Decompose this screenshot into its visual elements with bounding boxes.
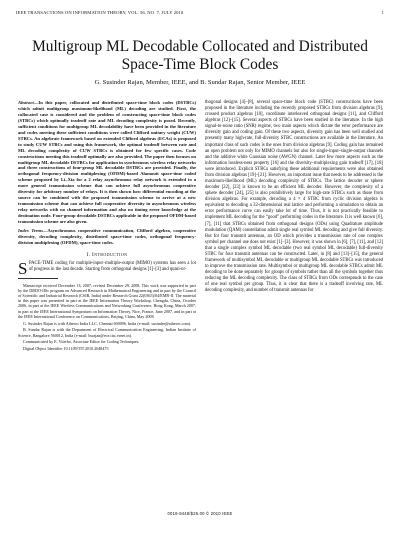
index-terms-text: Asynchronous cooperative communication, Clifford algebra, cooperative diversity, decoding complexity, distributed space-time codes, orthogonal frequency-division multiplexing (OFDM), space-time codes.: [18, 228, 196, 245]
footnote-author-2: B. Sundar Rajan is with the Department of Electrical Communication Engineering, Indian Institute of Science, Bangalore 560012, India (e-mail: bsrajan@ece.iisc.ernet.in).: [18, 327, 196, 338]
page-number: 1: [381, 10, 384, 15]
section-number: I.: [86, 251, 91, 258]
left-column: [18, 100, 196, 353]
intro-head-word: PACE-TIME: [28, 260, 54, 266]
paper-title: Multigroup ML Decodable Collocated and Distributed Space-Time Block Codes: [32, 38, 368, 73]
footnote-editor: Communicated by E. Viterbo, Associate Editor for Coding Techniques.: [23, 339, 140, 345]
index-terms-lead: Index Terms—: [18, 228, 48, 234]
running-head: [16, 10, 384, 18]
abstract: [18, 100, 196, 225]
abstract-text: In this paper, collocated and distributed space-time block codes (DSTBCs) which admit multigroup maximum-likelihood (ML) decoding are studied. First, the collocated case is considered and the problem of constructing space-time block codes (STBCs) which optimally tradeoff rate and ML decoding complexity is posed. Recently, sufficient conditions for multigroup ML decodability have been provided in the literature and codes meeting these sufficient conditions were called Clifford unitary weight (CUW) STBCs. An algebraic framework based on extended Clifford algebras (ECAs) is proposed to study CUW STBCs and using this framework, the optimal tradeoff between rate and ML decoding complexity of CUW STBCs is obtained for few specific cases. Code constructions meeting this tradeoff optimally are also provided. The paper then focuses on multigroup ML decodable DSTBCs for application in synchronous wireless relay networks and three constructions of four-group ML decodable DSTBCs are provided. Finally, the orthogonal frequency-division multiplexing (OFDM)-based Alamouti space-time coded scheme proposed by Li–Xia for a 2 relay asynchronous relay network is extended to a more general transmission scheme that can achieve full asynchronous cooperative diversity for arbitrary number of relays. It is then shown how differential encoding at the source can be combined with the proposed transmission scheme to arrive at a new transmission scheme that can achieve full cooperative diversity in asynchronous wireless relay networks with no channel information and also no timing error knowledge at the destination node. Four-group decodable DSTBCs applicable in the proposed OFDM-based transmission scheme are also given.: [18, 100, 196, 225]
intro-text: coding for multiple-input–multiple-output (MIMO) systems has seen a lot of progress in the last decade. Starting from orthogonal designs [1]–[3] and quasi-or-: [28, 260, 196, 273]
drop-cap: S: [18, 258, 28, 278]
paper-authors: G. Susinder Rajan, Member, IEEE, and B. Sundar Rajan, Senior Member, IEEE: [94, 79, 306, 86]
body-paragraph: thogonal designs [4]–[8], several space-time block code (STBC) constructions have been proposed in the literature including the recently proposed STBCs from division algebras [9], crossed product algebras [10], coordinate interleaved orthogonal designs [11], and Clifford algebras [12]–[15]. Several aspects of STBCs have been studied in the literature. In the high signal-to-noise ratio (SNR) regime, two main aspects which dictate the error performance are diversity gain and coding gain. Of these two aspects, diversity gain has been well studied and presently many high-rate, full-diversity STBC constructions are available in the literature. An important class of such codes is the ones from division algebras [9]. Coding gain has remained an open problem not only for MIMO channels but also for single-input–single-output channels and the additive white Gaussian noise (AWGN) channel. Later few more aspects such as the information lossless-ness property [16] and the diversity–multiplexing gain tradeoff [17], [18] were introduced. Explicit STBCs satisfying these additional requirements were also obtained from division algebras [19]–[21]. However, an important issue that needs to be addressed is the maximum-likelihood (ML) decoding complexity of STBCs. The lattice decoder or sphere decoder [22], [23] is known to be an efficient ML decoder. However, the complexity of a sphere decoder [24], [25] is also prohibitively large for high-rate STBCs such as those from division algebras. For example, decoding a 4 × 4 STBC from cyclic division algebra is equivalent to decoding a 32-dimensional real lattice and performing a simulation to obtain an error performance curve can easily take lot of time. Thus, it is not practically feasible to implement ML decoding for the “good” performing codes in the literature. It is well known [6], [7], [11] that STBCs obtained from orthogonal designs (ODs) using Quadrature amplitude modulation (QAM) constellation admit single real symbol ML decoding and give full diversity. But for four transmit antennas, an OD which provides a transmission rate of one complex symbol per channel use does not exist [1]–[3]. However, it was shown in [6], [7], [11], and [12] that a single complex symbol ML decodable (two real symbol ML decodable) full-diversity STBC for four transmit antennas can be constructed. Later, in [8] and [13]–[15], the general framework of multisymbol ML decodable or multigroup ML decodable STBCs was introduced to improve the transmission rate. Multisymbol or multigroup ML decodable STBCs admit ML decoding to be done separately for groups of symbols rather than all the symbols together thus reducing the ML decoding complexity. The class of STBCs from ODs corresponds to the case of one real symbol per group. Thus, it is clear that there is a tradeoff involving rate, ML decoding complexity, and number of transmit antennas for: [205, 100, 383, 294]
intro-paragraph: [18, 258, 196, 278]
footnote-author-1: G. Susinder Rajan is with Atheros India LLC, Chennai 600096, India (e-mail: susinder@atheros.com).: [23, 320, 192, 326]
right-column: [205, 100, 383, 295]
section-title: Introduction: [92, 251, 128, 258]
section-heading: [18, 252, 196, 258]
index-terms: [18, 228, 196, 246]
abstract-lead: Abstract—: [18, 100, 39, 105]
journal-header: IEEE TRANSACTIONS ON INFORMATION THEORY, VOL. 56, NO. 7, JULY 2010: [16, 10, 184, 15]
footnote-doi: Digital Object Identifier 10.1109/TIT.2010.2048475: [23, 346, 109, 352]
footnote-manuscript: Manuscript received December 13, 2007; revised December 29, 2008. This work was supported in part by the DRDO-IISc program on Advanced Research in Mathematical Engineering and in part by the Council of Scientific and Industrial Research (CSIR, India) under Research Grant 22(0365)/04/EMR-II. The material in this paper was presented in part at the IEEE Information Theory Workshop, Chengdu, China, October 2006, in part at the IEEE Wireless Communications and Networking Conference, Hong Kong, March 2007, in part at the IEEE International Symposium on Information Theory, Nice, France, June 2007, and in part at the IEEE International Conference on Communications, Beijing, China, May 2008.: [18, 282, 196, 319]
footer-copyright: 0018-9448/$26.00 © 2010 IEEE: [167, 511, 233, 516]
